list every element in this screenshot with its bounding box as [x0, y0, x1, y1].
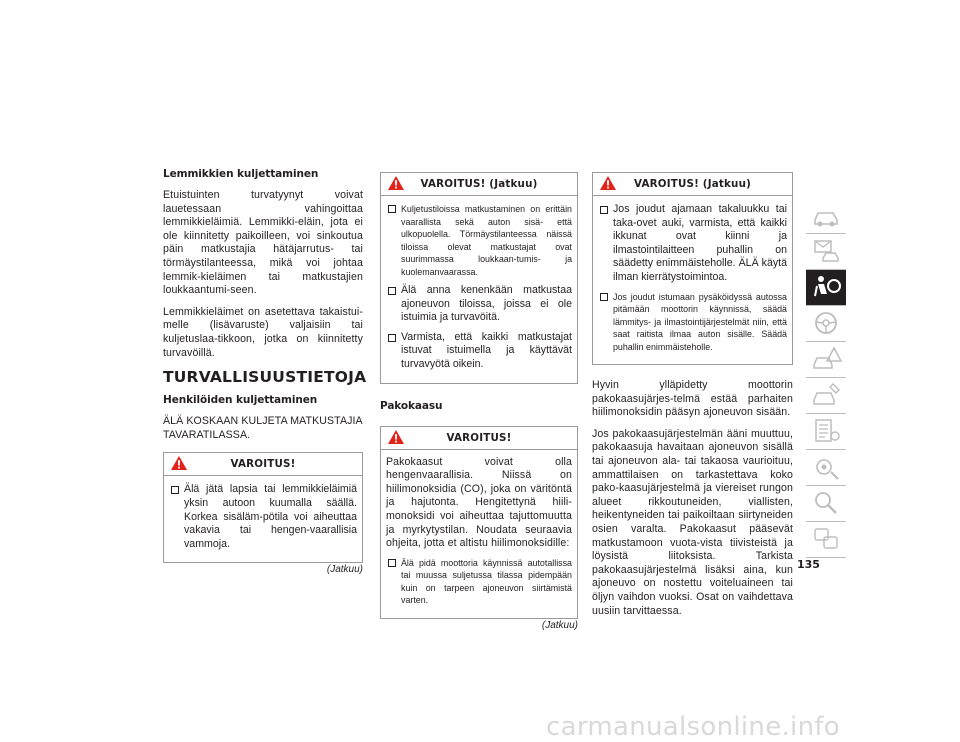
warning-triangle-icon [170, 455, 188, 471]
continued-label: (Jatkuu) [326, 564, 363, 576]
warning-box-header [381, 427, 577, 450]
warning-item: Jos joudut ajamaan takaluukku tai taka-ovet auki, varmista, että kaikki ikkunat ovat kiinni ja ilmastointilaitteen puhallin on säädetty enimmäisteholle. ÄLÄ käytä ilman kierrätystoimintoa. [598, 203, 787, 285]
magnifier-icon [809, 488, 843, 518]
warning-box [380, 426, 578, 619]
warning-item: Varmista, että kaikki matkustajat istuvat istuimella ja käyttävät turvavyötä oikein. [386, 331, 572, 372]
tab-multimedia[interactable] [806, 450, 846, 486]
tab-specs[interactable] [806, 414, 846, 450]
warning-continued-title: VAROITUS! (Jatkuu) [420, 178, 538, 190]
column-2 [380, 172, 578, 631]
warning-item: Älä pidä moottoria käynnissä autotallissa tai muussa suljetussa tilassa pidempään kuin on tarpeen ajoneuvon siirtämistä varten. [386, 557, 572, 607]
checkbox-bullet-icon [388, 287, 396, 295]
pets-paragraph-2: Lemmikkieläimet on asetettava takaistui-melle (lisävaruste) valjaisiin tai kuljetuslaa-tikkoon, jotka on kiinnitetty turvavöillä. [163, 305, 363, 359]
pets-paragraph-1: Etuistuinten turvatyynyt voivat lauetessaan vahingoittaa lemmikkieläimiä. Lemmikki-eläin, jota ei ole kiinnitetty paikoilleen, voi sinkoutua päin matkustajia hätäjarrutus- tai törmäystilanteessa, mikä voi johtaa lemmik-kieläimen tai matkustajien loukkaantumi-seen. [163, 189, 363, 297]
exhaust-paragraph-2: Jos pakokaasujärjestelmän ääni muuttuu, pakokaasuja havaitaan ajoneuvon sisällä tai ajoneuvon ala- tai takaosa vaurioituu, ammattilaisen on tarkastettava koko pako-kaasujärjestelmä ja viereiset rungon alueet rikkoutuneiden, viallisten, heikentyneiden tai paikoiltaan siirtyneiden osien varalta. Pakokaasut pääsevät matkustamoon vuota-vista tiivisteistä ja löysistä liitoksista. Tarkista pakokaasujärjestelmä lisäksi aina, kun ajoneuvo on nostettu voiteluaineen tai öljyn vaihdon vuoksi. Osat on vaihdettava uusiin tarvittaessa. [592, 427, 793, 617]
tab-steering[interactable] [806, 306, 846, 342]
checkbox-bullet-icon [600, 293, 608, 301]
airbag-person-icon [809, 272, 843, 302]
mail-car-icon [809, 236, 843, 266]
warning-continued-box [380, 172, 578, 384]
checkbox-bullet-icon [171, 486, 179, 494]
warning-title: VAROITUS! [230, 458, 296, 471]
checkbox-bullet-icon [600, 206, 608, 214]
language-icon [809, 524, 843, 554]
list-icon [809, 416, 843, 446]
pets-heading: Lemmikkien kuljettaminen [163, 168, 319, 180]
warning-triangle-icon [387, 429, 405, 445]
checkbox-bullet-icon [388, 559, 396, 567]
car-icon [809, 200, 843, 230]
warning-box-header [164, 453, 362, 476]
warning-box [163, 452, 363, 563]
persons-paragraph: ÄLÄ KOSKAAN KULJETA MATKUSTAJIA TAVARATILASSA. [163, 415, 363, 441]
tab-safety[interactable] [806, 270, 846, 306]
car-service-icon [809, 380, 843, 410]
tab-language[interactable] [806, 522, 846, 558]
column-1 [163, 168, 367, 576]
warning-continued-title: VAROITUS! (Jatkuu) [633, 178, 752, 190]
gear-wrench-icon [809, 452, 843, 482]
continued-label: (Jatkuu) [541, 619, 578, 631]
section-title: TURVALLISUUSTIETOJA [163, 368, 367, 387]
warning-continued-header [593, 173, 792, 196]
column-3 [592, 172, 793, 626]
warning-item: Jos joudut istumaan pysäköidyssä autossa pitämään moottorin käynnissä, säädä lämmitys- ja ilmastointijärjestelmät niin, että saat raitista ilmaa auton sisälle. Säädä puhallin enimmäisteholle. [598, 291, 787, 354]
chapter-tabs [806, 198, 846, 558]
tab-car[interactable] [806, 198, 846, 234]
warning-continued-header [381, 173, 577, 196]
exhaust-paragraph-1: Hyvin ylläpidetty moottorin pakokaasujärjes-telmä estää parhaiten hiilimonoksidin pääsyn ajoneuvon sisään. [592, 379, 793, 419]
checkbox-bullet-icon [388, 205, 396, 213]
tab-mail-car[interactable] [806, 234, 846, 270]
warning-triangle-icon [387, 175, 405, 191]
warning-item: Älä anna kenenkään matkustaa ajoneuvon tiloissa, joissa ei ole istuimia ja turvavöitä. [386, 284, 572, 325]
persons-heading: Henkilöiden kuljettaminen [163, 394, 318, 407]
warning-item: Kuljetustiloissa matkustaminen on erittäin vaarallista sekä auton sisä- että ulkopuolella. Törmäystilanteessa näissä tiloissa olevat matkustajat ovat suurimmassa loukkaan-tumis- ja kuolemanvaarassa. [386, 203, 572, 278]
warning-paragraph: Pakokaasut voivat olla hengenvaarallisia. Niissä on hiilimonoksidia (CO), joka on väritöntä ja hajutonta. Hengitettynä hiili-monoksidi voi aiheuttaa tajuttomuutta ja myrkytystilan. Noudata seuraavia ohjeita, jotta et altistu hiilimonoksidille: [386, 455, 572, 550]
tab-service[interactable] [806, 378, 846, 414]
warning-triangle-icon [599, 175, 617, 191]
warning-title: VAROITUS! [446, 431, 512, 444]
car-warning-icon [809, 344, 843, 374]
exhaust-heading: Pakokaasu [380, 399, 443, 412]
steering-wheel-icon [809, 308, 843, 338]
page-number: 135 [797, 558, 820, 571]
tab-car-warning[interactable] [806, 342, 846, 378]
checkbox-bullet-icon [388, 334, 396, 342]
watermark: carmanualsonline.info [546, 712, 841, 742]
warning-item: Älä jätä lapsia tai lemmikkieläimiä yksin autoon kuumalla säällä. Korkea sisäläm-pötila voi aiheuttaa vakavia tai hengen-vaarallisia vammoja. [169, 483, 357, 551]
warning-continued-box [592, 172, 793, 365]
tab-index[interactable] [806, 486, 846, 522]
